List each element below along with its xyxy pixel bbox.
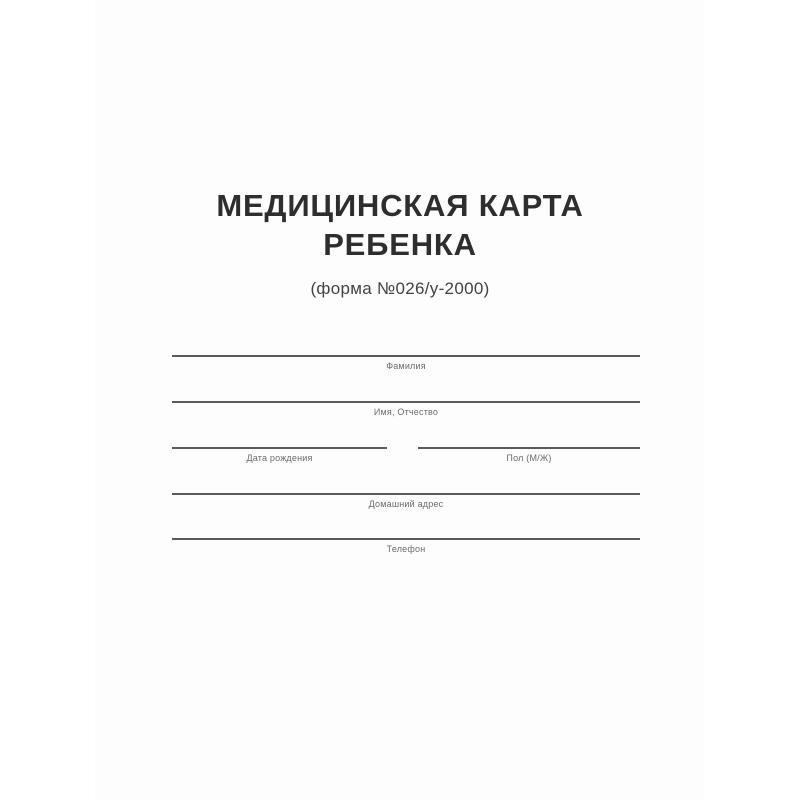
sex-label: Пол (М/Ж) xyxy=(506,453,552,463)
home-address-label: Домашний адрес xyxy=(368,499,444,509)
surname-blank-line xyxy=(172,355,640,357)
document-form-number: (форма №026/у-2000) xyxy=(310,279,490,298)
home-address-blank-line xyxy=(172,493,640,495)
phone-blank-line xyxy=(172,538,640,540)
first-middle-name-label: Имя, Отчество xyxy=(373,407,439,417)
phone-label: Телефон xyxy=(386,544,426,554)
first-middle-name-blank-line xyxy=(172,401,640,403)
document-title-line-2: РЕБЕНКА xyxy=(323,227,477,262)
sex-blank-line xyxy=(418,447,640,449)
surname-label: Фамилия xyxy=(386,361,426,371)
field-birth-date xyxy=(172,447,387,463)
field-phone xyxy=(172,538,640,554)
field-home-address xyxy=(172,493,640,509)
field-first-middle-name xyxy=(172,401,640,417)
document-title-line-1: МЕДИЦИНСКАЯ КАРТА xyxy=(216,188,584,223)
birth-date-label: Дата рождения xyxy=(246,453,313,463)
field-sex xyxy=(418,447,640,463)
birth-date-blank-line xyxy=(172,447,387,449)
field-surname xyxy=(172,355,640,371)
